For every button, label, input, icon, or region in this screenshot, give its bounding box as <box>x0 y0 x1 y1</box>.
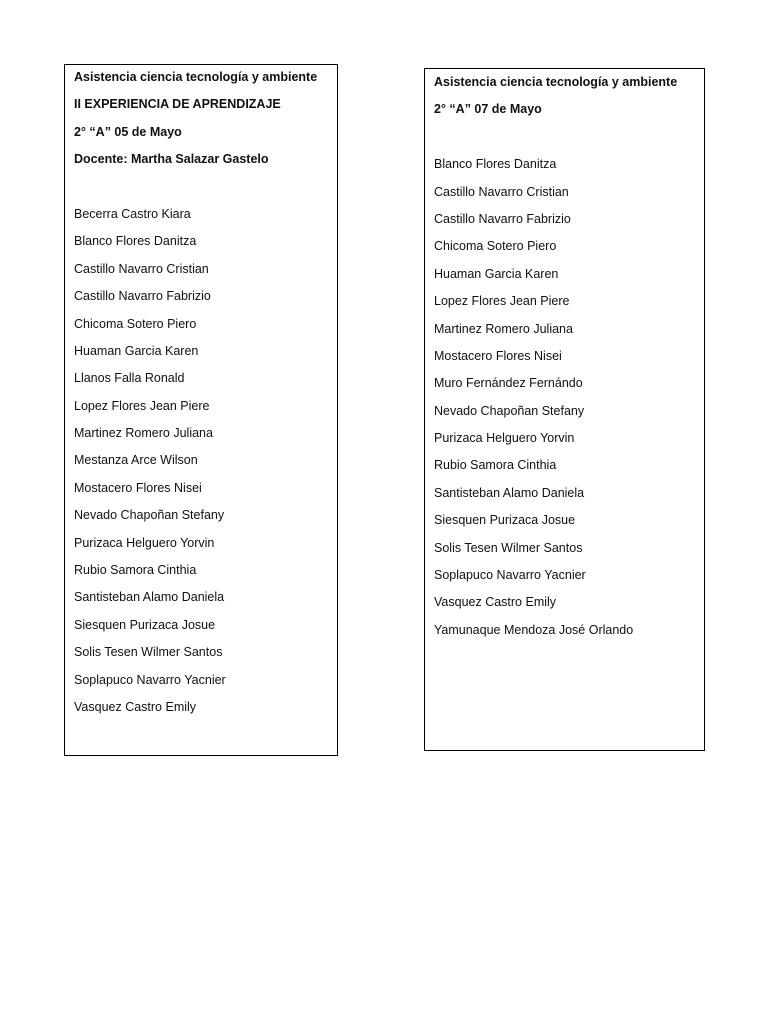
grade-date: 2° “A” 05 de Mayo <box>74 124 182 139</box>
student-name: Rubio Samora Cinthia <box>434 458 557 473</box>
student-name: Chicoma Sotero Piero <box>74 316 197 331</box>
student-name: Huaman Garcia Karen <box>434 266 559 281</box>
student-name: Mostacero Flores Nisei <box>434 348 562 363</box>
student-name: Mestanza Arce Wilson <box>74 453 198 468</box>
attendance-sheet-right <box>424 68 705 751</box>
student-name: Purizaca Helguero Yorvin <box>434 431 575 446</box>
attendance-sheet-left <box>64 64 338 756</box>
student-name: Castillo Navarro Fabrizio <box>434 211 571 226</box>
student-name: Yamunaque Mendoza José Orlando <box>434 622 634 637</box>
student-name: Lopez Flores Jean Piere <box>434 294 570 309</box>
student-name: Santisteban Alamo Daniela <box>434 485 585 500</box>
student-name: Castillo Navarro Cristian <box>434 184 569 199</box>
student-list <box>434 155 704 648</box>
student-list <box>74 205 337 725</box>
sheet-title: Asistencia ciencia tecnología y ambiente <box>434 75 678 89</box>
student-name: Solis Tesen Wilmer Santos <box>74 645 223 660</box>
student-name: Purizaca Helguero Yorvin <box>74 535 215 550</box>
student-name: Castillo Navarro Fabrizio <box>74 289 211 304</box>
student-name: Lopez Flores Jean Piere <box>74 398 210 413</box>
grade-date: 2° “A” 07 de Mayo <box>434 102 542 117</box>
student-name: Soplapuco Navarro Yacnier <box>434 568 586 583</box>
student-name: Mostacero Flores Nisei <box>74 480 202 495</box>
sheet-title: Asistencia ciencia tecnología y ambiente <box>74 70 318 84</box>
student-name: Martinez Romero Juliana <box>74 426 213 441</box>
student-name: Nevado Chapoñan Stefany <box>434 403 585 418</box>
student-name: Nevado Chapoñan Stefany <box>74 508 225 523</box>
student-name: Vasquez Castro Emily <box>74 699 197 714</box>
student-name: Santisteban Alamo Daniela <box>74 590 225 605</box>
student-name: Chicoma Sotero Piero <box>434 239 557 254</box>
teacher-name: Docente: Martha Salazar Gastelo <box>74 152 269 167</box>
sheet-subtitle: II EXPERIENCIA DE APRENDIZAJE <box>74 97 281 112</box>
student-name: Llanos Falla Ronald <box>74 371 185 386</box>
student-name: Siesquen Purizaca Josue <box>74 617 216 632</box>
student-name: Blanco Flores Danitza <box>74 234 197 249</box>
spacer <box>434 128 704 155</box>
student-name: Vasquez Castro Emily <box>434 595 557 610</box>
student-name: Castillo Navarro Cristian <box>74 261 209 276</box>
spacer <box>74 178 337 205</box>
student-name: Becerra Castro Kiara <box>74 206 191 221</box>
student-name: Blanco Flores Danitza <box>434 157 557 172</box>
student-name: Martinez Romero Juliana <box>434 321 573 336</box>
student-name: Siesquen Purizaca Josue <box>434 513 576 528</box>
student-name: Solis Tesen Wilmer Santos <box>434 540 583 555</box>
student-name: Rubio Samora Cinthia <box>74 563 197 578</box>
student-name: Soplapuco Navarro Yacnier <box>74 672 226 687</box>
student-name: Huaman Garcia Karen <box>74 343 199 358</box>
student-name: Muro Fernández Fernándo <box>434 376 583 391</box>
